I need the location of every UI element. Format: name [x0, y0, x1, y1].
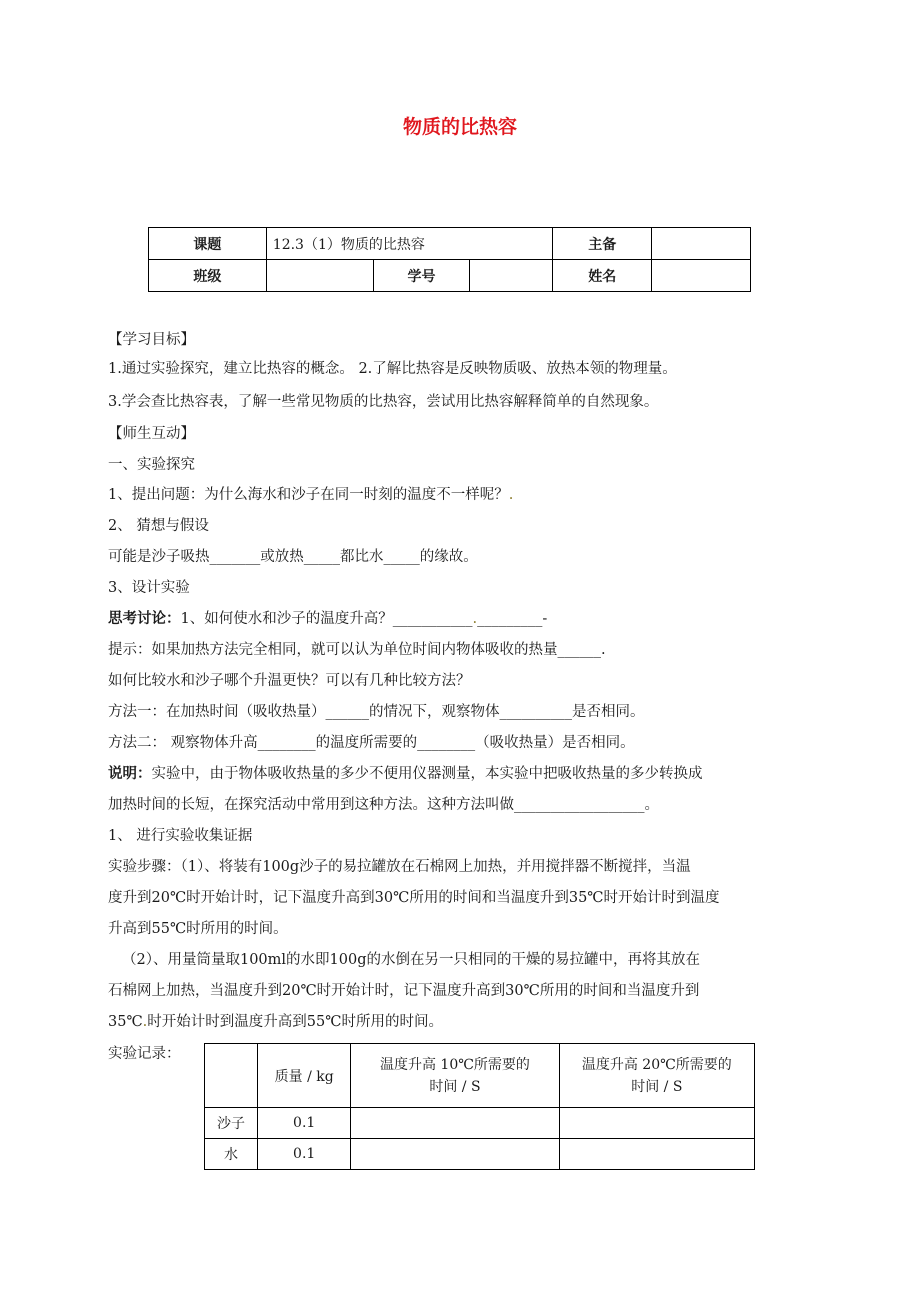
section-experiment: 一、实验探究 — [108, 457, 195, 473]
name-value[interactable] — [652, 260, 751, 292]
row-t10[interactable] — [351, 1139, 559, 1170]
compare-question: 如何比较水和沙子哪个升温更快？可以有几种比较方法？ — [108, 673, 471, 689]
step-1-line-1: 实验步骤：（1）、将装有100g沙子的易拉罐放在石棉网上加热，并用搅拌器不断搅拌，当温 — [108, 859, 691, 875]
class-value[interactable] — [266, 260, 373, 292]
discussion-line — [108, 609, 547, 629]
collect-evidence-heading: 1、 进行实验收集证据 — [108, 828, 253, 844]
record-table — [204, 1043, 755, 1170]
note-label: 说明： — [108, 766, 152, 782]
note-line-1 — [108, 764, 703, 784]
step-1-line-2: 度升到20℃时开始计时，记下温度升高到30℃所用的时间和当温度升到35℃时开始计时到温度 — [108, 890, 720, 906]
row-mass: 0.1 — [258, 1139, 351, 1170]
step-2-temp: 35℃ — [108, 1014, 143, 1030]
stray-mark: . — [472, 611, 478, 627]
row-mass: 0.1 — [258, 1108, 351, 1139]
preparer-label: 主备 — [553, 228, 652, 260]
discussion-text: 1、如何使水和沙子的温度升高？___________ — [180, 611, 473, 627]
goal-line-2: 3.学会查比热容表，了解一些常见物质的比热容，尝试用比热容解释简单的自然现象。 — [108, 394, 659, 410]
learning-goals-heading: 【学习目标】 — [108, 332, 195, 348]
page-title: 物质的比热容 — [402, 116, 517, 138]
question-line — [108, 485, 513, 505]
record-header-t20-line1: 温度升高 20℃所需要的 — [581, 1056, 732, 1073]
record-header-empty — [205, 1044, 258, 1108]
topic-value: 12.3（1）物质的比热容 — [266, 228, 552, 260]
stray-mark: . — [508, 487, 514, 503]
step-2-line-1: （2）、用量筒量取100ml的水即100g的水倒在另一只相同的干燥的易拉罐中，再将其放在 — [122, 952, 700, 968]
student-no-value[interactable] — [470, 260, 553, 292]
method-one: 方法一：在加热时间（吸收热量）______的情况下，观察物体__________是否相同。 — [108, 704, 645, 720]
name-label: 姓名 — [553, 260, 652, 292]
topic-label: 课题 — [149, 228, 267, 260]
goal-line-1: 1.通过实验探究，建立比热容的概念。 2.了解比热容是反映物质吸、放热本领的物理量。 — [108, 361, 677, 377]
record-header-t10 — [351, 1044, 559, 1108]
step-2-rest: 时开始计时到温度升高到55℃时所用的时间。 — [147, 1014, 443, 1030]
discussion-tail: _________- — [477, 611, 548, 627]
hypothesis-heading: 2、 猜想与假设 — [108, 518, 209, 534]
question-text: 1、提出问题：为什么海水和沙子在同一时刻的温度不一样呢？ — [108, 487, 509, 503]
row-substance: 沙子 — [205, 1108, 258, 1139]
row-t20[interactable] — [559, 1139, 754, 1170]
info-table — [148, 227, 751, 292]
record-header-mass: 质量 / kg — [258, 1044, 351, 1108]
step-1-line-3: 升高到55℃时所用的时间。 — [108, 921, 288, 937]
row-substance: 水 — [205, 1139, 258, 1170]
student-no-label: 学号 — [373, 260, 470, 292]
design-heading: 3、设计实验 — [108, 580, 190, 596]
preparer-value[interactable] — [652, 228, 751, 260]
record-header-t20-line2: 时间 / S — [631, 1078, 683, 1095]
note-line-2: 加热时间的长短，在探究活动中常用到这种方法。这种方法叫做__________________。 — [108, 797, 659, 813]
interaction-heading: 【师生互动】 — [108, 426, 195, 442]
table-row — [205, 1139, 755, 1170]
class-label: 班级 — [149, 260, 267, 292]
row-t10[interactable] — [351, 1108, 559, 1139]
row-t20[interactable] — [559, 1108, 754, 1139]
record-header-t10-line1: 温度升高 10℃所需要的 — [379, 1056, 530, 1073]
table-row — [205, 1108, 755, 1139]
record-header-t20 — [559, 1044, 754, 1108]
stray-mark: . — [142, 1014, 148, 1030]
discussion-label: 思考讨论： — [108, 611, 181, 627]
record-label: 实验记录： — [108, 1046, 181, 1062]
note-text: 实验中，由于物体吸收热量的多少不便用仪器测量，本实验中把吸收热量的多少转换成 — [151, 766, 703, 782]
method-two: 方法二： 观察物体升高________的温度所需要的________（吸收热量）是否相同。 — [108, 735, 635, 751]
step-2-line-3 — [108, 1012, 443, 1032]
record-header-t10-line2: 时间 / S — [429, 1078, 481, 1095]
hint-line: 提示：如果加热方法完全相同，就可以认为单位时间内物体吸收的热量______. — [108, 642, 606, 658]
hypothesis-line: 可能是沙子吸热_______或放热_____都比水_____的缘故。 — [108, 549, 478, 565]
step-2-line-2: 石棉网上加热，当温度升到20℃时开始计时，记下温度升高到30℃所用的时间和当温度升到 — [108, 983, 700, 999]
